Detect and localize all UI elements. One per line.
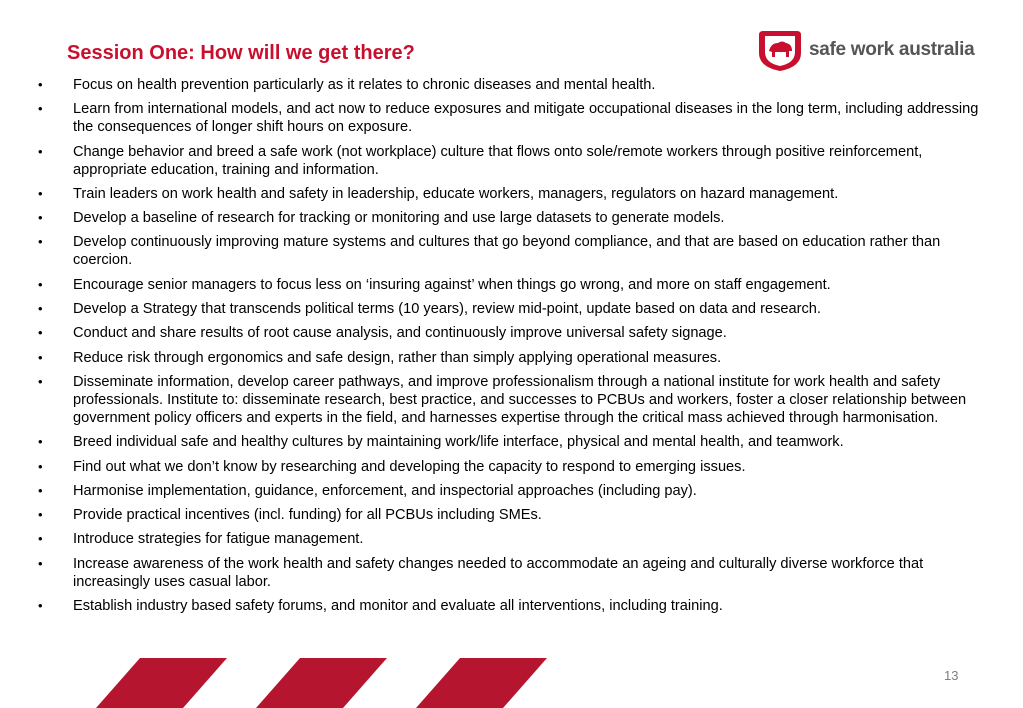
bullet-item: [0, 233, 1000, 269]
bullet-text: Develop continuously improving mature systems and cultures that go beyond compliance, and that are based on education rather than coercion.: [73, 234, 941, 269]
bullet-symbol: •: [38, 458, 43, 474]
bullet-symbol: •: [38, 325, 43, 341]
bullet-item: [0, 143, 1000, 179]
bullet-text: Provide practical incentives (incl. funding) for all PCBUs including SMEs.: [73, 507, 542, 524]
bullet-symbol: •: [38, 434, 43, 450]
bullet-item: [0, 458, 1000, 476]
bullet-text: Harmonise implementation, guidance, enforcement, and inspectorial approaches (including pay).: [73, 482, 697, 499]
bullet-item: [0, 555, 1000, 591]
stripe: [256, 658, 387, 708]
safe-work-australia-logo: [757, 26, 997, 74]
bullet-symbol: •: [38, 234, 43, 250]
bullet-symbol: •: [38, 185, 43, 201]
bullet-text: Encourage senior managers to focus less on ‘insuring against’ when things go wrong, and more on staff engagement.: [73, 276, 831, 293]
bullet-item: [0, 100, 1000, 136]
decorative-stripes: [0, 658, 1023, 708]
bullet-symbol: •: [38, 301, 43, 317]
bullet-text: Increase awareness of the work health and safety changes needed to accommodate an ageing and culturally diverse workforce that increasingly uses casual labor.: [73, 555, 924, 590]
bullet-item: [0, 209, 1000, 227]
bullet-item: [0, 276, 1000, 294]
page-number: 13: [944, 668, 959, 683]
bullet-symbol: •: [38, 349, 43, 365]
bullet-symbol: •: [38, 276, 43, 292]
bullet-symbol: •: [38, 143, 43, 159]
bullet-item: [0, 530, 1000, 548]
bullet-text: Develop a baseline of research for tracking or monitoring and use large datasets to generate models.: [73, 210, 725, 227]
safe-work-australia-logo-icon: [757, 27, 803, 73]
bullet-symbol: •: [38, 531, 43, 547]
bullet-text: Introduce strategies for fatigue management.: [73, 531, 364, 548]
bullet-item: [0, 349, 1000, 367]
bullet-symbol: •: [38, 598, 43, 614]
bullet-text: Reduce risk through ergonomics and safe design, rather than simply applying operational measures.: [73, 349, 722, 366]
bullet-text: Learn from international models, and act now to reduce exposures and mitigate occupational diseases in the long term, including addressing the consequences of longer shift hours on exposure.: [73, 101, 979, 136]
bullet-item: [0, 506, 1000, 524]
bullet-symbol: •: [38, 373, 43, 389]
bullet-list: [0, 76, 1000, 621]
bullet-item: [0, 433, 1000, 451]
bullet-item: [0, 482, 1000, 500]
bullet-item: [0, 597, 1000, 615]
bullet-text: Change behavior and breed a safe work (not workplace) culture that flows onto sole/remote workers through positive reinforcement, appropriate education, training and information.: [73, 143, 923, 178]
bullet-symbol: •: [38, 210, 43, 226]
bullet-text: Develop a Strategy that transcends political terms (10 years), review mid-point, update based on data and research.: [73, 301, 821, 318]
logo-text: safe work australia: [809, 39, 975, 60]
bullet-item: [0, 76, 1000, 94]
bullet-text: Disseminate information, develop career pathways, and improve professionalism through a national institute for work health and safety professionals. Institute to: disseminate research, best practice, and successes to PCBUs and workers, foster a closer relationship between government policy officers and experts in the field, and harnesses expertise through the critical mass achieved through harmonisation.: [73, 373, 967, 426]
bullet-item: [0, 185, 1000, 203]
stripe: [96, 658, 227, 708]
bullet-text: Breed individual safe and healthy cultures by maintaining work/life interface, physical and mental health, and teamwork.: [73, 434, 844, 451]
bullet-symbol: •: [38, 77, 43, 92]
bullet-item: [0, 324, 1000, 342]
bullet-symbol: •: [38, 507, 43, 523]
bullet-symbol: •: [38, 555, 43, 571]
bullet-symbol: •: [38, 101, 43, 117]
bullet-item: [0, 300, 1000, 318]
bullet-text: Find out what we don’t know by researching and developing the capacity to respond to emerging issues.: [73, 458, 746, 475]
bullet-item: [0, 373, 1000, 427]
slide-title: Session One: How will we get there?: [67, 42, 415, 64]
bullet-text: Train leaders on work health and safety in leadership, educate workers, managers, regulators on hazard management.: [73, 185, 839, 202]
bullet-text: Establish industry based safety forums, and monitor and evaluate all interventions, including training.: [73, 598, 723, 615]
bullet-text: Focus on health prevention particularly as it relates to chronic diseases and mental health.: [73, 77, 656, 93]
bullet-text: Conduct and share results of root cause analysis, and continuously improve universal safety signage.: [73, 325, 727, 342]
bullet-symbol: •: [38, 482, 43, 498]
stripe: [416, 658, 547, 708]
